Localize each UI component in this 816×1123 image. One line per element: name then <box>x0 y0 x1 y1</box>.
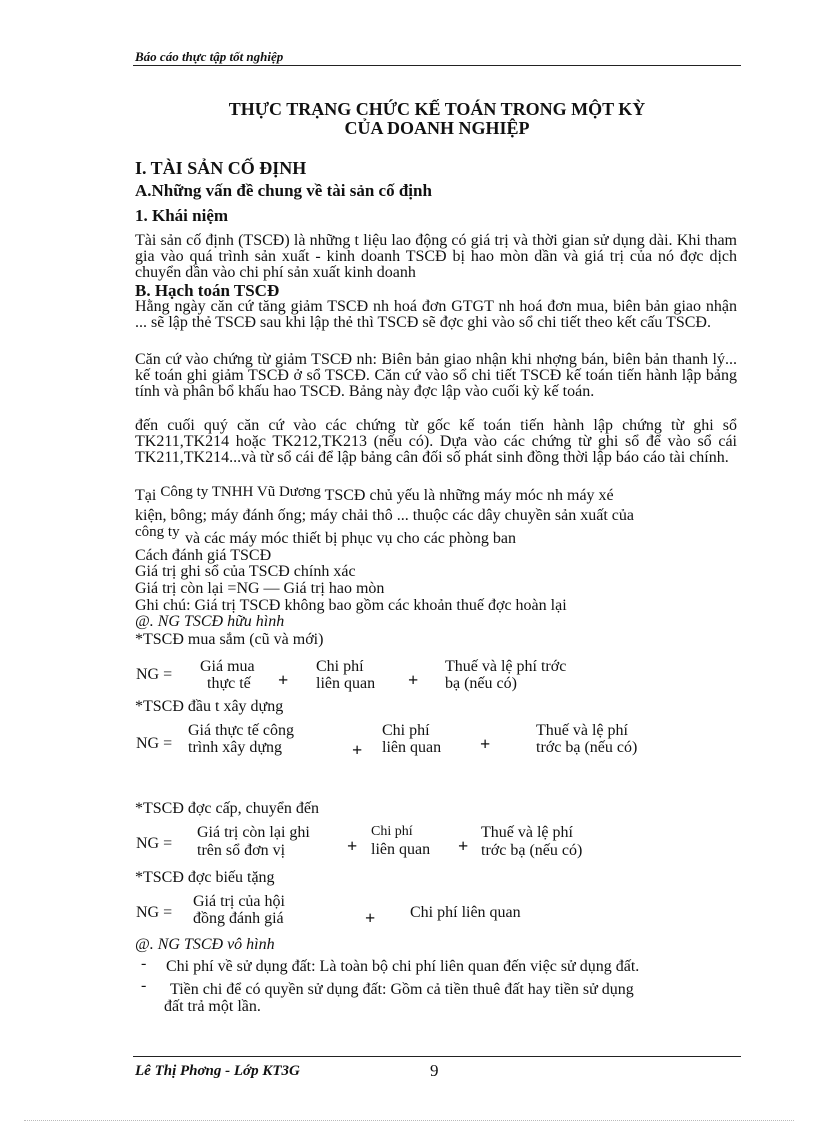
formula1-term-c2: bạ (nếu có) <box>445 675 517 692</box>
paragraph-daily: Hằng ngày căn cứ tăng giảm TSCĐ nh hoá đơn GTGT nh hoá đơn mua, biên bản giao nhận ... sẽ lập thẻ TSCĐ sau khi lập thẻ thì TSCĐ sẽ đợc ghi vào sổ chi tiết theo kết cấu TSCĐ. <box>135 298 737 331</box>
formula4-term-b1: Chi phí liên quan <box>410 904 521 921</box>
bottom-dotted-rule <box>24 1120 794 1121</box>
intangible-item1: Chi phí về sử dụng đất: Là toàn bộ chi phí liên quan đến việc sử dụng đất. <box>166 958 640 975</box>
header-rule <box>133 65 741 66</box>
formula3-ng: NG = <box>136 835 173 852</box>
formula1-term-b1: Chi phí <box>316 658 364 675</box>
formula3-term-a2: trên sổ đơn vị <box>197 842 286 859</box>
formula4-heading: *TSCĐ đợc biếu tặng <box>135 869 275 886</box>
evaluation-line1: Giá trị ghi sổ của TSCĐ chính xác <box>135 563 356 580</box>
formula1-term-a1: Giá mua <box>200 658 255 675</box>
formula4-ng: NG = <box>136 904 173 921</box>
formula1-plus2: + <box>408 670 419 690</box>
section-heading: I. TÀI SẢN CỐ ĐỊNH <box>135 158 307 178</box>
company-name: Công ty TNHH Vũ Dương <box>160 484 321 500</box>
page-header: Báo cáo thực tập tốt nghiệp <box>135 49 284 64</box>
paragraph-company-line3: và các máy móc thiết bị phục vụ cho các phòng ban <box>185 530 516 547</box>
formula2-ng: NG = <box>136 735 173 752</box>
page-number: 9 <box>430 1061 439 1080</box>
formula2-term-a1: Giá thực tế công <box>188 722 294 739</box>
paragraph-company-line1: Tại Công ty TNHH Vũ Dương TSCĐ chủ yếu là những máy móc nh máy xé <box>135 484 614 504</box>
formula3-plus2: + <box>458 836 469 856</box>
formula1-ng: NG = <box>136 666 173 683</box>
footer-author: Lê Thị Phơng - Lớp KT3G <box>135 1063 300 1079</box>
formula1-term-c1: Thuế và lệ phí trớc <box>445 658 567 675</box>
subsection-a-heading: A.Những vấn đề chung về tài sản cố định <box>135 181 432 200</box>
subsection-1-heading: 1. Khái niệm <box>135 206 229 225</box>
document-title-line1: THỰC TRẠNG CHỨC KẾ TOÁN TRONG MỘT KỲ <box>228 99 646 119</box>
bullet-2: - <box>141 977 147 994</box>
paragraph-quarter: đến cuối quý căn cứ vào các chứng từ gốc kế toán tiến hành lập chứng từ ghi sổ TK211,TK214 hoặc TK212,TK213 (nếu có). Dựa vào các chứng từ ghi sổ để vào sổ cái TK211,TK214...và từ sổ cái để lập bảng cân đối số phát sinh đồng thời lập báo cáo tài chính. <box>135 417 737 466</box>
formula2-plus2: + <box>480 734 491 754</box>
formula2-term-c2: trớc bạ (nếu có) <box>536 739 638 756</box>
formula1-plus1: + <box>278 670 289 690</box>
evaluation-line2: Giá trị còn lại =NG — Giá trị hao mòn <box>135 580 385 597</box>
formula3-term-c2: trớc bạ (nếu có) <box>481 842 583 859</box>
formula2-term-b1: Chi phí <box>382 722 430 739</box>
formula3-term-b2: liên quan <box>371 841 431 858</box>
intangible-item2-line1: Tiền chi để có quyền sử dụng đất: Gồm cả tiền thuê đất hay tiền sử dụng <box>170 981 634 998</box>
formula2-heading: *TSCĐ đầu t xây dựng <box>135 698 284 715</box>
company-word: công ty <box>135 524 180 540</box>
formula3-plus1: + <box>347 836 358 856</box>
formula4-plus1: + <box>365 908 376 928</box>
paragraph-company-line2: kiện, bông; máy đánh ống; máy chải thô ... thuộc các dây chuyền sản xuất của <box>135 507 634 524</box>
intangible-heading: @. NG TSCĐ vô hình <box>135 936 275 953</box>
paragraph-decrease: Căn cứ vào chứng từ giảm TSCĐ nh: Biên bản giao nhận khi nhợng bán, biên bản thanh lý... kế toán ghi giảm TSCĐ ở sổ TSCĐ. Căn cứ vào sổ chi tiết TSCĐ kế toán tiến hành lập bảng tính và phân bổ khấu hao TSCĐ. Bảng này đợc lập vào cuối kỳ kế toán. <box>135 351 737 400</box>
intangible-item2-line2: đất trả một lần. <box>164 998 261 1015</box>
evaluation-note: Ghi chú: Giá trị TSCĐ không bao gồm các khoản thuế đợc hoàn lại <box>135 597 567 614</box>
formula3-term-c1: Thuế và lệ phí <box>481 824 573 841</box>
document-title-line2: CỦA DOANH NGHIỆP <box>344 118 530 138</box>
paragraph-definition: Tài sản cố định (TSCĐ) là những t liệu lao động có giá trị và thời gian sử dụng dài. Khi tham gia vào quá trình sản xuất - kinh doanh TSCĐ bị hao mòn dần và giá trị của nó đợc dịch chuyển dần vào chi phí sản xuất kinh doanh <box>135 232 737 281</box>
formula1-term-b2: liên quan <box>316 675 376 692</box>
subsection-b-heading: B. Hạch toán TSCĐ <box>135 281 280 300</box>
tangible-heading: @. NG TSCĐ hữu hình <box>135 613 285 630</box>
formula4-term-a2: đồng đánh giá <box>193 910 284 927</box>
evaluation-heading: Cách đánh giá TSCĐ <box>135 547 272 564</box>
formula2-term-b2: liên quan <box>382 739 442 756</box>
bullet-1: - <box>141 955 147 972</box>
footer-rule <box>133 1056 741 1057</box>
formula3-term-b1: Chi phí <box>371 824 413 839</box>
formula3-term-a1: Giá trị còn lại ghi <box>197 824 310 841</box>
formula2-plus1: + <box>352 740 363 760</box>
formula1-term-a2: thực tế <box>207 675 251 692</box>
formula1-heading: *TSCĐ mua sắm (cũ và mới) <box>135 631 324 648</box>
formula2-term-c1: Thuế và lệ phí <box>536 722 628 739</box>
formula3-heading: *TSCĐ đợc cấp, chuyển đến <box>135 800 319 817</box>
formula2-term-a2: trình xây dựng <box>188 739 282 756</box>
formula4-term-a1: Giá trị của hội <box>193 893 285 910</box>
